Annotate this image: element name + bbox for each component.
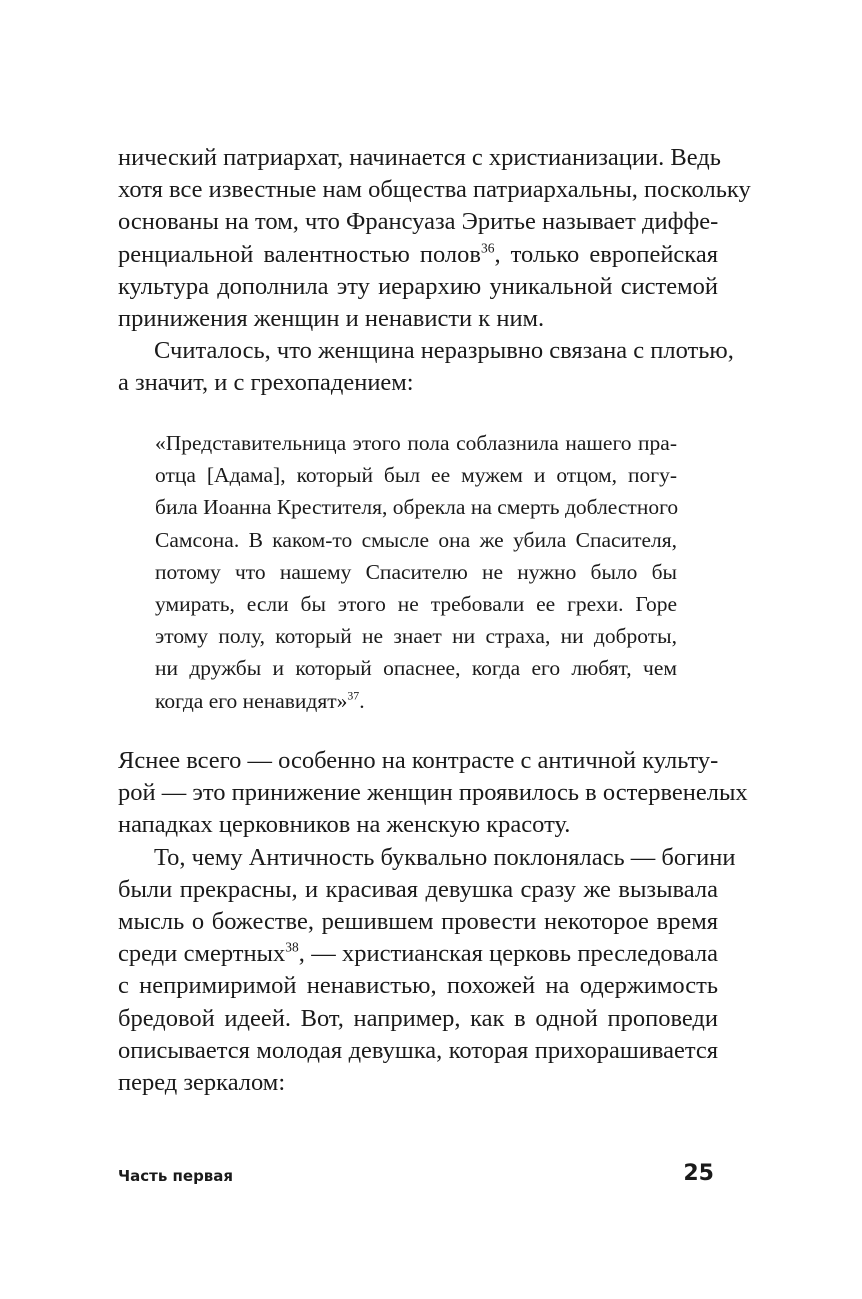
text-line: были прекрасны, и красивая девушка сразу же вызывала xyxy=(118,875,718,903)
text-line xyxy=(118,938,718,970)
quote-line: умирать, если бы этого не требовали ее грехи. Горе xyxy=(155,591,677,616)
text-segment: , — христианская церковь преследовала xyxy=(298,940,718,968)
text-segment: , только европейская xyxy=(494,240,718,268)
text-line xyxy=(118,239,718,271)
quote-line: Самсона. В каком-то смысле она же убила Спасителя, xyxy=(155,527,677,552)
text-line: культура дополнила эту иерархию уникальной системой xyxy=(118,272,718,300)
footer-section-label: Часть первая xyxy=(118,1167,234,1185)
text-line: Считалось, что женщина неразрывно связана с плотью, xyxy=(154,337,734,365)
text-line: основаны на том, что Франсуаза Эритье называет диффе- xyxy=(118,208,719,236)
quote-line: потому что нашему Спасителю не нужно было бы xyxy=(155,559,677,584)
paragraph xyxy=(118,142,751,335)
text-line: описывается молодая девушка, которая прихорашивается xyxy=(118,1036,718,1064)
block-quote xyxy=(155,427,677,717)
footnote-ref: 36 xyxy=(480,240,495,256)
text-line: хотя все известные нам общества патриархальны, поскольку xyxy=(118,176,751,204)
text-segment: ренциальной валентностью полов xyxy=(118,240,481,268)
text-line: нападках церковников на женскую красоту. xyxy=(118,811,571,839)
main-text-top xyxy=(118,142,751,400)
quote-line: «Представительница этого пола соблазнила нашего пра- xyxy=(155,431,677,455)
main-text-bottom xyxy=(118,745,748,1099)
text-line: мысль о божестве, решившем провести некоторое время xyxy=(118,907,718,935)
text-segment: когда его ненавидят» xyxy=(155,688,348,713)
quote-line: била Иоанна Крестителя, обрекла на смерть доблестного xyxy=(155,495,679,520)
text-line: перед зеркалом: xyxy=(118,1068,286,1096)
paragraph xyxy=(118,842,736,1100)
text-line: бредовой идеей. Вот, например, как в одной проповеди xyxy=(118,1004,718,1032)
quote-line: ни дружбы и который опаснее, когда его любят, чем xyxy=(155,656,677,681)
text-line: нический патриархат, начинается с христианизации. Ведь xyxy=(118,144,721,171)
text-line: Яснее всего — особенно на контрасте с античной культу- xyxy=(118,747,719,774)
footnote-ref: 38 xyxy=(285,939,299,955)
footnote-ref: 37 xyxy=(347,688,360,703)
quote-line: отца [Адама], который был ее мужем и отцом, погу- xyxy=(155,463,677,488)
page-number: 25 xyxy=(683,1161,714,1186)
text-line: То, чему Античность буквально поклонялась — богини xyxy=(154,843,736,871)
text-line: а значит, и с грехопадением: xyxy=(118,369,414,397)
text-line: с непримиримой ненавистью, похожей на одержимость xyxy=(118,972,718,1000)
text-segment: . xyxy=(359,688,365,713)
quote-line xyxy=(155,685,677,717)
paragraph xyxy=(118,745,748,842)
paragraph xyxy=(118,335,734,399)
text-segment: среди смертных xyxy=(118,940,286,968)
text-line: принижения женщин и ненависти к ним. xyxy=(118,304,545,332)
text-line: рой — это принижение женщин проявилось в остервенелых xyxy=(118,779,748,807)
quote-line: этому полу, который не знает ни страха, ни доброты, xyxy=(155,624,677,649)
